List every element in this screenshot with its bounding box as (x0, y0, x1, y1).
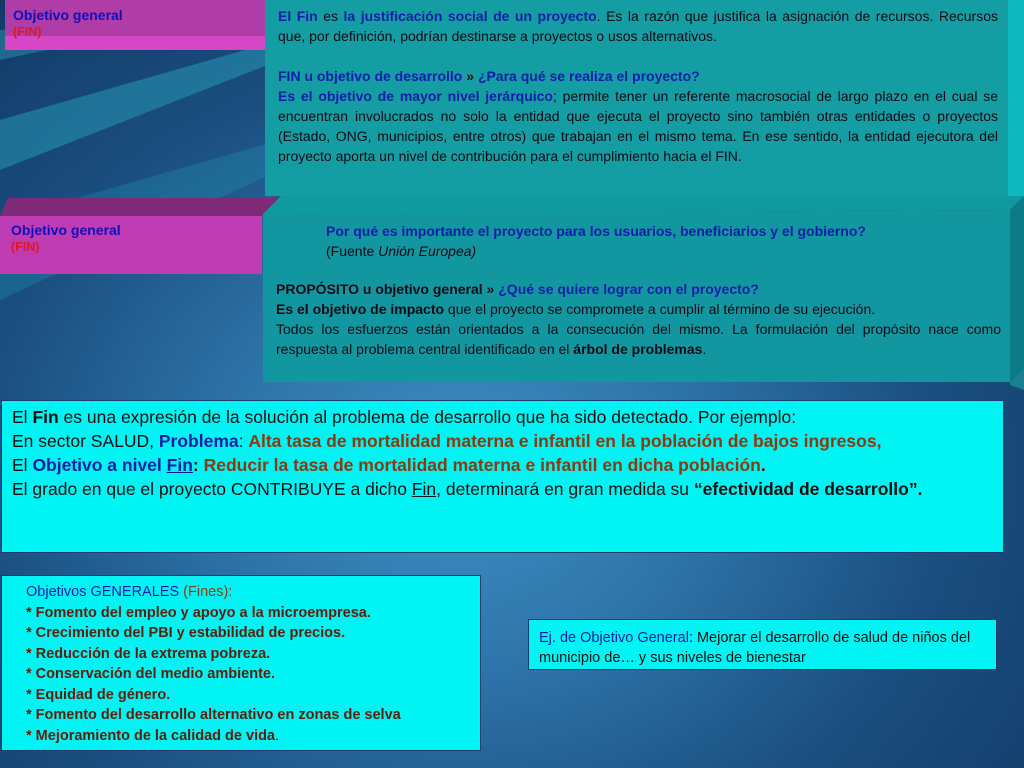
box-fin-example: El Fin es una expresión de la solución al problema de desarrollo que ha sido detectado. Por ejemplo: En sector SALUD, Problema: Alta tasa de mortalidad materna e infantil en la población de bajos ingresos, El Objetivo a nivel Fin: Reducir la tasa de mortalidad materna e infantil en dicha población. El grado en que el proyecto CONTRIBUYE a dicho Fin, determinará en gran medida su “efectividad de desarrollo”. (1, 400, 1004, 553)
box-objetivos-generales: Objetivos GENERALES (Fines): * Fomento del empleo y apoyo a la microempresa. * Crecimiento del PBI y estabilidad de precios. * Reducción de la extrema pobreza. * Conservación del medio ambiente. * Equidad de género. * Fomento del desarrollo alternativo en zonas de selva * Mejoramiento de la calidad de vida. (1, 575, 481, 751)
list-item: * Equidad de género. (26, 686, 171, 703)
label-objetivo-general-2 (0, 198, 282, 274)
label1-title: Objetivo general (13, 7, 123, 23)
box-ejemplo-objetivo (528, 619, 997, 670)
fin-term: El Fin (278, 8, 318, 24)
list-item: * Fomento del desarrollo alternativo en zonas de selva (26, 707, 401, 723)
label2-title: Objetivo general (11, 222, 121, 238)
list-item: * Fomento del empleo y apoyo a la microempresa. (26, 604, 371, 621)
question-text: Por qué es importante el proyecto para los usuarios, beneficiarios y el gobierno? (326, 223, 866, 239)
label1-sub: (FIN) (13, 25, 42, 39)
panel-fin-text: El Fin es la justificación social de un proyecto. Es la razón que justifica la asignación de recursos. Recursos que, por definición, podrían destinarse a proyectos o usos alternativos. FIN u objetivo de desarrollo » ¿Para qué se realiza el proyecto? Es el objetivo de mayor nivel jerárquico; permite tener un referente macrosocial de largo plazo en el cual se encuentran involucrados no solo la entidad que ejecuta el proyecto sino también otras entidades o proyectos (Estado, ONG, municipios, entre otros) que trabajan en el mismo tema. En ese sentido, la entidad ejecutora del proyecto aporta un nivel de contribución para el cumplimiento hacia el FIN. (278, 8, 998, 164)
objetivos-heading: Objetivos GENERALES (26, 584, 184, 600)
panel-proposito-text: Por qué es importante el proyecto para los usuarios, beneficiarios y el gobierno? (Fuente Unión Europea) PROPÓSITO u objetivo general » ¿Qué se quiere lograr con el proyecto? Es el objetivo de impacto que el proyecto se compromete a cumplir al término de su ejecución. Todos los esfuerzos están orientados a la consecución del mismo. La formulación del propósito nace como respuesta al problema central identificado en el árbol de problemas. (276, 223, 1001, 357)
ejemplo-text: Mejorar el desarrollo de salud de niños del municipio de… y sus niveles de bienestar (539, 630, 971, 666)
label-objetivo-general-1 (5, 0, 267, 52)
ejemplo-label: Ej. de Objetivo General: (539, 630, 693, 646)
list-item: * Mejoramiento de la calidad de vida. (26, 727, 280, 744)
list-item: * Conservación del medio ambiente. (26, 666, 275, 682)
list-item: * Reducción de la extrema pobreza. (26, 645, 271, 662)
label2-sub: (FIN) (11, 240, 40, 254)
list-item: * Crecimiento del PBI y estabilidad de precios. (26, 625, 346, 641)
